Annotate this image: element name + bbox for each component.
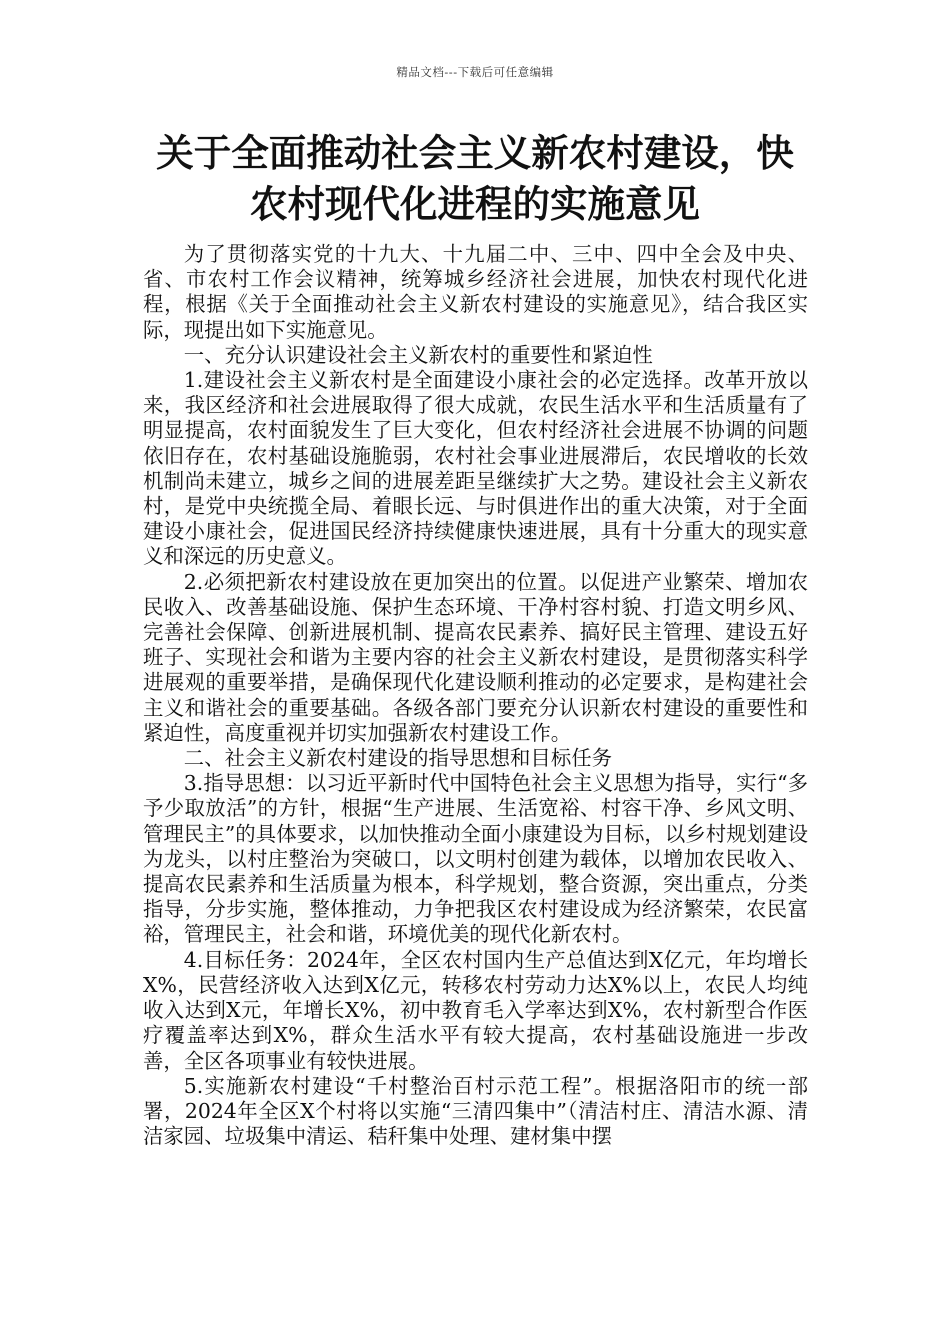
document-title [60,128,890,230]
paragraph-item-4: 4.目标任务：2024年，全区农村国内生产总值达到X亿元，年均增长X%，民营经济收入达到X亿元，转移农村劳动力达X%以上，农民人均纯收入达到X元，年增长X%，初中教育毛入学率达到X%，农村新型合作医疗覆盖率达到X%，群众生活水平有较大提高，农村基础设施进一步改善，全区各项事业有较快进展。 [143,947,808,1073]
document-body [143,242,808,1149]
section-heading-1: 一、充分认识建设社会主义新农村的重要性和紧迫性 [183,342,653,367]
paragraph-item-3: 3.指导思想：以习近平新时代中国特色社会主义思想为指导，实行“多予少取放活”的方针，根据“生产进展、生活宽裕、村容干净、乡风文明、管理民主”的具体要求，以加快推动全面小康建设为目标，以乡村规划建设为龙头，以村庄整治为突破口，以文明村创建为载体，以增加农民收入、提高农民素养和生活质量为根本，科学规划，整合资源，突出重点，分类指导，分步实施，整体推动，力争把我区农村建设成为经济繁荣，农民富裕，管理民主，社会和谐，环境优美的现代化新农村。 [143,771,808,947]
title-line-2: 农村现代化进程的实施意见 [250,182,700,226]
paragraph-item-5: 5.实施新农村建设“千村整治百村示范工程”。根据洛阳市的统一部署，2024年全区X个村将以实施“三清四集中”（清洁村庄、清洁水源、清洁家园、垃圾集中清运、秸秆集中处理、建材集中摆 [143,1073,808,1149]
section-heading-2: 二、社会主义新农村建设的指导思想和目标任务 [183,746,612,771]
paragraph-item-2: 2.必须把新农村建设放在更加突出的位置。以促进产业繁荣、增加农民收入、改善基础设施、保护生态环境、干净村容村貌、打造文明乡风、完善社会保障、创新进展机制、提高农民素养、搞好民主管理、建设五好班子、实现社会和谐为主要内容的社会主义新农村建设，是贯彻落实科学进展观的重要举措，是确保现代化建设顺利推动的必定要求，是构建社会主义和谐社会的重要基础。各级各部门要充分认识新农村建设的重要性和紧迫性，高度重视并切实加强新农村建设工作。 [143,569,808,745]
paragraph-item-1: 1.建设社会主义新农村是全面建设小康社会的必定选择。改革开放以来，我区经济和社会进展取得了很大成就，农民生活水平和生活质量有了明显提高，农村面貌发生了巨大变化，但农村经济社会进展不协调的问题依旧存在，农村基础设施脆弱，农村社会事业进展滞后，农民增收的长效机制尚未建立，城乡之间的进展差距呈继续扩大之势。建设社会主义新农村，是党中央统揽全局、着眼长远、与时俱进作出的重大决策，对于全面建设小康社会，促进国民经济持续健康快速进展，具有十分重大的现实意义和深远的历史意义。 [143,368,808,569]
paragraph-intro: 为了贯彻落实党的十九大、十九届二中、三中、四中全会及中央、省、市农村工作会议精神，统筹城乡经济社会进展，加快农村现代化进程，根据《关于全面推动社会主义新农村建设的实施意见》，结合我区实际，现提出如下实施意见。 [143,242,808,342]
title-line-1: 关于全面推动社会主义新农村建设，快 [156,131,794,175]
page-header-note: 精品文档---下载后可任意编辑 [396,65,554,79]
